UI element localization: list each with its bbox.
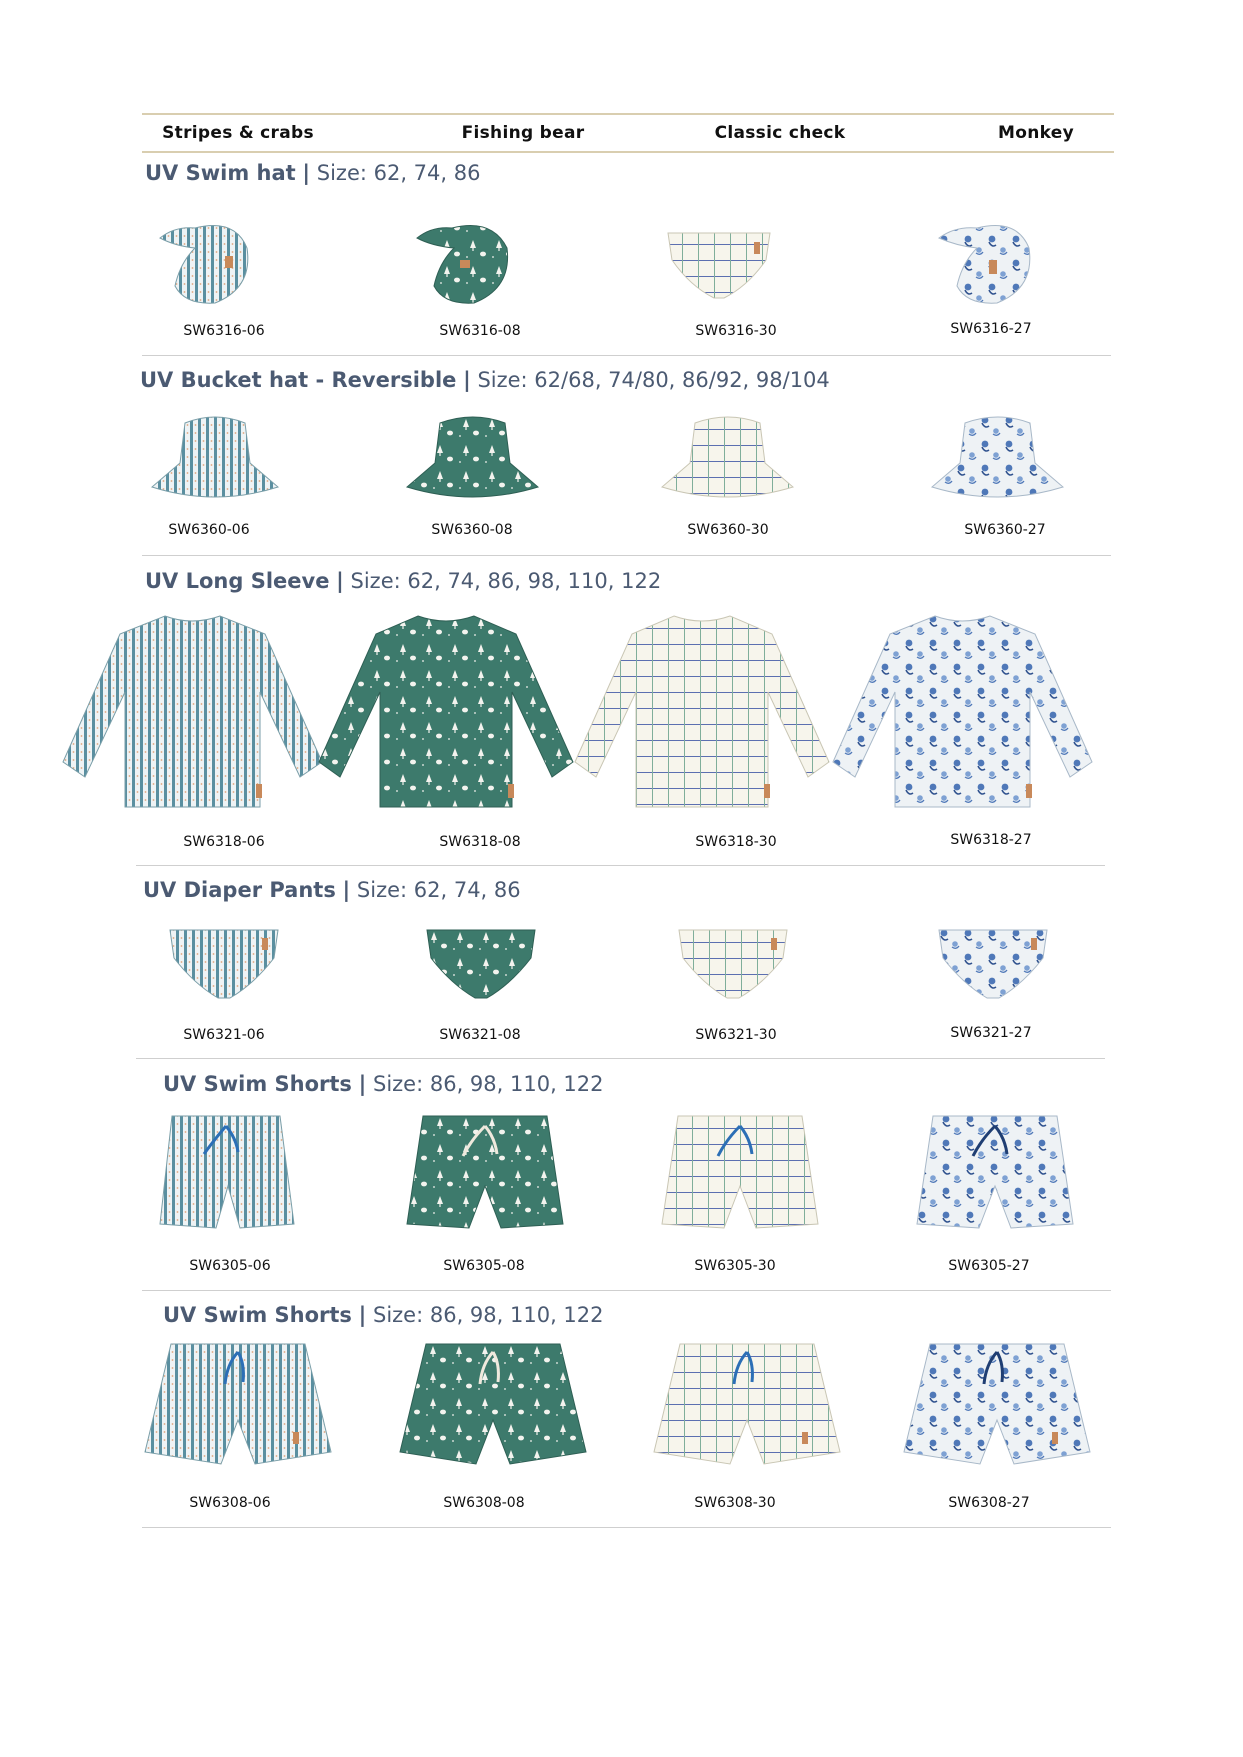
swim-trunks-icon	[660, 1112, 820, 1234]
bucket-hat-icon	[150, 413, 280, 503]
board-shorts-icon	[143, 1340, 333, 1470]
product-bucket-hat-classic-check[interactable]	[660, 413, 795, 503]
diaper-pants-icon	[666, 228, 772, 304]
section-separator: |	[358, 1303, 367, 1327]
product-board-shorts-monkey[interactable]	[902, 1340, 1092, 1470]
product-swim-shorts-classic-check[interactable]	[660, 1112, 820, 1234]
column-header-stripes-crabs: Stripes & crabs	[162, 123, 314, 143]
product-long-sleeve-stripes[interactable]	[60, 612, 325, 812]
section-divider	[142, 1527, 1111, 1528]
section-title-bucket-hat	[140, 368, 830, 392]
section-size: Size: 62, 74, 86	[316, 161, 481, 185]
product-bucket-hat-fishing-bear[interactable]	[405, 413, 540, 503]
sku-label: SW6360-30	[687, 522, 769, 538]
product-diaper-pants-fishing-bear[interactable]	[425, 926, 537, 1002]
product-diaper-pants-monkey[interactable]	[937, 926, 1049, 1002]
product-diaper-pants-stripes[interactable]	[168, 926, 280, 1002]
column-header-monkey: Monkey	[998, 123, 1074, 143]
product-long-sleeve-monkey[interactable]	[830, 612, 1095, 812]
swim-cap-icon	[937, 208, 1037, 308]
sku-label: SW6316-08	[439, 323, 521, 339]
swim-trunks-icon	[915, 1112, 1075, 1234]
sku-label: SW6360-08	[431, 522, 513, 538]
section-divider	[142, 555, 1111, 556]
section-name: UV Swim hat	[145, 161, 296, 185]
swim-cap-icon	[155, 208, 255, 308]
section-name: UV Long Sleeve	[145, 569, 330, 593]
sku-label: SW6308-30	[694, 1495, 776, 1511]
board-shorts-icon	[902, 1340, 1092, 1470]
sku-label: SW6308-27	[948, 1495, 1030, 1511]
section-title-long-sleeve	[145, 569, 661, 593]
section-size: Size: 86, 98, 110, 122	[372, 1072, 604, 1096]
bucket-hat-icon	[405, 413, 540, 503]
section-name: UV Bucket hat - Reversible	[140, 368, 457, 392]
section-size: Size: 62, 74, 86	[356, 878, 521, 902]
long-sleeve-shirt-icon	[60, 612, 325, 812]
product-long-sleeve-classic-check[interactable]	[572, 612, 832, 812]
section-title-swim-shorts	[163, 1072, 604, 1096]
section-separator: |	[358, 1072, 367, 1096]
sku-label: SW6308-06	[189, 1495, 271, 1511]
sku-label: SW6305-27	[948, 1258, 1030, 1274]
product-swim-hat-classic-check[interactable]	[666, 228, 772, 304]
diaper-pants-icon	[937, 926, 1049, 1002]
section-title-diaper-pants	[143, 878, 521, 902]
sku-label: SW6308-08	[443, 1495, 525, 1511]
product-swim-shorts-fishing-bear[interactable]	[405, 1112, 565, 1234]
sku-label: SW6316-27	[950, 321, 1032, 337]
product-long-sleeve-fishing-bear[interactable]	[316, 612, 576, 812]
sku-label: SW6318-30	[695, 834, 777, 850]
diaper-pants-icon	[168, 926, 280, 1002]
swim-trunks-icon	[405, 1112, 565, 1234]
product-swim-shorts-stripes[interactable]	[156, 1112, 296, 1234]
sku-label: SW6316-30	[695, 323, 777, 339]
diaper-pants-icon	[425, 926, 537, 1002]
section-separator: |	[302, 161, 311, 185]
product-board-shorts-stripes[interactable]	[143, 1340, 333, 1470]
section-name: UV Swim Shorts	[163, 1303, 352, 1327]
sku-label: SW6321-30	[695, 1027, 777, 1043]
product-bucket-hat-monkey[interactable]	[930, 413, 1065, 503]
swim-trunks-icon	[156, 1112, 296, 1234]
section-separator: |	[463, 368, 471, 392]
section-divider	[136, 1058, 1105, 1059]
section-separator: |	[336, 569, 344, 593]
section-divider	[142, 355, 1111, 356]
column-header-fishing-bear: Fishing bear	[461, 123, 585, 143]
product-swim-hat-fishing-bear[interactable]	[412, 208, 522, 308]
sku-label: SW6316-06	[183, 323, 265, 339]
long-sleeve-shirt-icon	[830, 612, 1095, 812]
section-size: Size: 86, 98, 110, 122	[372, 1303, 604, 1327]
long-sleeve-shirt-icon	[316, 612, 576, 812]
product-diaper-pants-classic-check[interactable]	[677, 926, 789, 1002]
sku-label: SW6321-27	[950, 1025, 1032, 1041]
sku-label: SW6321-08	[439, 1027, 521, 1043]
diaper-pants-icon	[677, 926, 789, 1002]
section-divider	[136, 865, 1105, 866]
sku-label: SW6321-06	[183, 1027, 265, 1043]
product-board-shorts-fishing-bear[interactable]	[398, 1340, 588, 1470]
bucket-hat-icon	[660, 413, 795, 503]
product-board-shorts-classic-check[interactable]	[652, 1340, 842, 1470]
product-swim-shorts-monkey[interactable]	[915, 1112, 1075, 1234]
sku-label: SW6305-08	[443, 1258, 525, 1274]
section-title-swim-shorts	[163, 1303, 604, 1327]
sku-label: SW6305-30	[694, 1258, 776, 1274]
long-sleeve-shirt-icon	[572, 612, 832, 812]
sku-label: SW6318-06	[183, 834, 265, 850]
section-separator: |	[342, 878, 351, 902]
section-name: UV Diaper Pants	[143, 878, 336, 902]
column-header-bar	[142, 113, 1114, 153]
board-shorts-icon	[652, 1340, 842, 1470]
product-swim-hat-monkey[interactable]	[937, 208, 1037, 308]
section-name: UV Swim Shorts	[163, 1072, 352, 1096]
board-shorts-icon	[398, 1340, 588, 1470]
section-title-swim-hat	[145, 161, 480, 185]
sku-label: SW6305-06	[189, 1258, 271, 1274]
sku-label: SW6360-06	[168, 522, 250, 538]
product-swim-hat-stripes[interactable]	[155, 208, 255, 308]
bucket-hat-icon	[930, 413, 1065, 503]
sku-label: SW6318-08	[439, 834, 521, 850]
section-divider	[142, 1290, 1111, 1291]
section-size: Size: 62/68, 74/80, 86/92, 98/104	[477, 368, 830, 392]
swim-cap-icon	[412, 208, 522, 308]
product-bucket-hat-stripes[interactable]	[150, 413, 280, 503]
sku-label: SW6360-27	[964, 522, 1046, 538]
section-size: Size: 62, 74, 86, 98, 110, 122	[350, 569, 662, 593]
column-header-classic-check: Classic check	[714, 123, 846, 143]
sku-label: SW6318-27	[950, 832, 1032, 848]
